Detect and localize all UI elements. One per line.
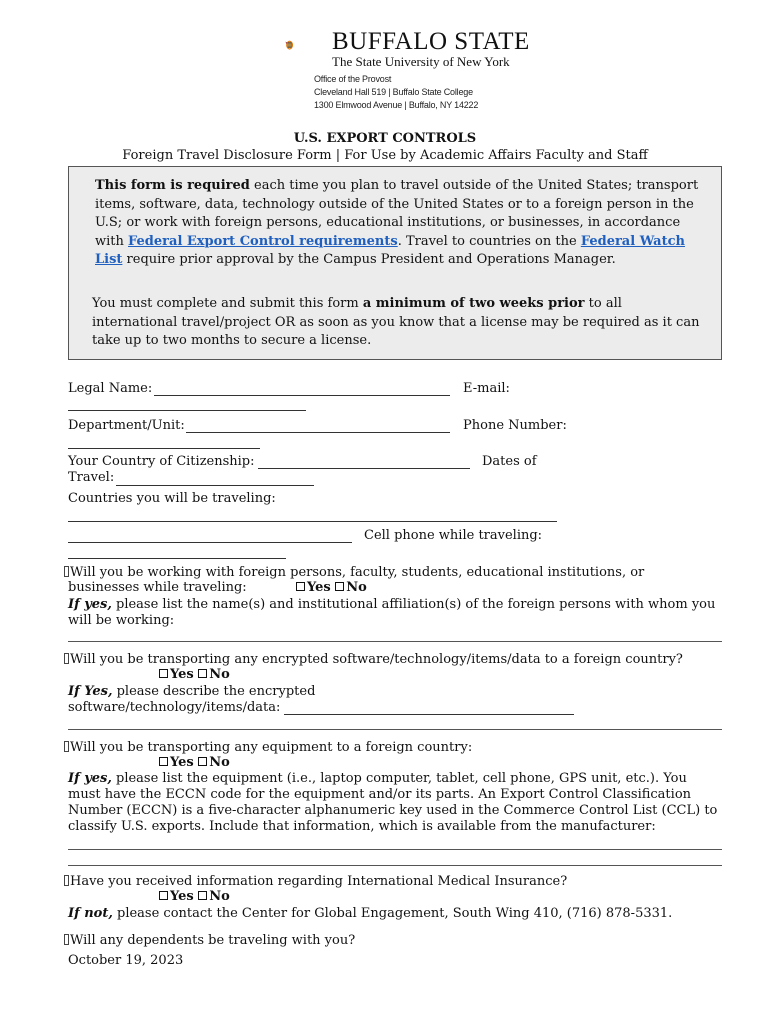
federal-watch-list-link[interactable]: Federal Watch List [95,233,685,267]
q3-yes-no-options[interactable] [159,755,230,770]
q1-ifyes-text: please list the name(s) and institutional affiliation(s) of the foreign persons with whom you will be working: [68,597,716,628]
address-line-3: 1300 Elmwood Avenue | Buffalo, NY 14222 [314,100,479,110]
department-field[interactable] [186,432,450,433]
notice-paragraph-2 [92,295,707,351]
q3-yes-label: Yes [170,755,194,770]
q3-followup [68,771,718,835]
email-field[interactable] [68,410,306,411]
q1-yes-label: Yes [307,580,331,595]
footer-date: October 19, 2023 [68,953,184,968]
q2-question [64,652,683,667]
checkbox-icon[interactable] [159,891,168,900]
q4-yes-no-options[interactable] [159,889,230,904]
citizenship-field[interactable] [258,468,470,469]
q3-no-label: No [209,755,230,770]
page-title: U.S. EXPORT CONTROLS [293,131,477,146]
page-subtitle: Foreign Travel Disclosure Form | For Use by Academic Affairs Faculty and Staff [122,148,648,163]
brand-subtitle: The State University of New York [332,54,510,69]
q3-line-1: Will you be transporting any equipment to a foreign country: [70,740,473,755]
dates-of-label: Dates of [482,454,537,469]
q4-line-1: Have you received information regarding International Medical Insurance? [70,874,568,889]
bullet-icon [64,934,69,945]
q2-ifyes-text: please describe the encrypted [112,684,316,699]
email-label: E-mail: [463,381,510,396]
notice-text-b: . Travel to countries on the [397,233,581,249]
checkbox-icon[interactable] [198,669,207,678]
q2-followup [68,684,315,699]
q2-answer-field[interactable] [284,714,574,715]
checkbox-icon[interactable] [198,891,207,900]
notice-text-a: each time you plan to travel outside of the United States; transport items, software, data, technology outside of the United States or to a foreign person in the U.S; or work with foreign persons, educational institutions, or businesses, in accordance with [95,178,699,249]
checkbox-icon[interactable] [198,757,207,766]
notice-p2-text-b: to all international travel/project OR as soon as you know that a license may be required as it can take up to two months to secure a license. [92,296,700,348]
q2-yes-no-options[interactable] [159,667,230,682]
q1-yes-option[interactable] [296,580,367,595]
q1-question [64,565,644,580]
legal-name-label: Legal Name: [68,381,153,396]
checkbox-icon[interactable] [296,582,305,591]
travel-label: Travel: [68,470,115,485]
countries-label: Countries you will be traveling: [68,491,276,506]
checkbox-icon[interactable] [335,582,344,591]
bullet-icon [64,653,69,664]
department-label: Department/Unit: [68,418,185,433]
q4-yes-label: Yes [170,889,194,904]
brand-name: BUFFALO STATE [332,28,530,55]
q4-ifnot-text: please contact the Center for Global Engagement, South Wing 410, (716) 878-5331. [112,906,673,921]
q2-ifyes-bold: If Yes, [68,684,113,699]
citizenship-label: Your Country of Citizenship: [68,454,255,469]
cell-phone-label: Cell phone while traveling: [364,528,543,543]
phone-field[interactable] [68,448,260,449]
notice-p2-text-a: You must complete and submit this form [92,296,363,311]
address-line-2: Cleveland Hall 519 | Buffalo State College [314,87,473,97]
federal-export-control-link[interactable]: Federal Export Control requirements [128,233,398,249]
notice-p2-bold: a minimum of two weeks prior [362,296,585,311]
countries-field[interactable] [68,521,557,522]
bullet-icon [64,875,69,886]
q3-answer-line-2[interactable] [68,865,722,866]
q3-ifyes-bold: If yes, [68,771,112,786]
q1-no-label: No [346,580,367,595]
phone-label: Phone Number: [463,418,567,433]
legal-name-field[interactable] [154,395,450,396]
q4-ifnot-bold: If not, [68,906,113,921]
notice-text-c: require prior approval by the Campus President and Operations Manager. [122,252,616,267]
countries-field-2[interactable] [68,542,352,543]
cell-phone-field[interactable] [68,558,286,559]
q1-line-1: Will you be working with foreign persons, faculty, students, educational institutions, or [70,565,645,580]
q2-followup-line-2: software/technology/items/data: [68,700,281,715]
checkbox-icon[interactable] [159,757,168,766]
q4-question [64,874,567,889]
q1-followup [68,597,718,629]
q4-no-label: No [209,889,230,904]
notice-paragraph-1 [95,177,705,270]
q3-answer-line-1[interactable] [68,849,722,850]
q3-question [64,740,472,755]
checkbox-icon[interactable] [159,669,168,678]
travel-dates-field[interactable] [116,485,314,486]
q5-question [64,933,355,948]
q1-answer-line[interactable] [68,641,722,642]
notice-bold-lead: This form is required [95,178,250,193]
q2-yes-label: Yes [170,667,194,682]
q2-answer-line[interactable] [68,729,722,730]
q2-no-label: No [209,667,230,682]
address-line-1: Office of the Provost [314,74,392,84]
buffalo-state-logo [285,20,331,70]
bullet-icon [64,566,69,577]
q1-ifyes-bold: If yes, [68,597,112,612]
q1-line-2: businesses while traveling: [68,580,247,595]
q4-followup [68,906,672,921]
q2-line-1: Will you be transporting any encrypted software/technology/items/data to a foreign country? [70,652,683,667]
q3-ifyes-text: please list the equipment (i.e., laptop computer, tablet, cell phone, GPS unit, etc.). You must have the ECCN code for the equipment and/or its parts. An Export Control Classification Number (ECCN) is a five-character alphanumeric key used in the Commerce Control List (CCL) to classify U.S. exports. Include that information, which is available from the manufacturer: [68,771,718,834]
q5-line-1: Will any dependents be traveling with you? [70,933,356,948]
bullet-icon [64,741,69,752]
